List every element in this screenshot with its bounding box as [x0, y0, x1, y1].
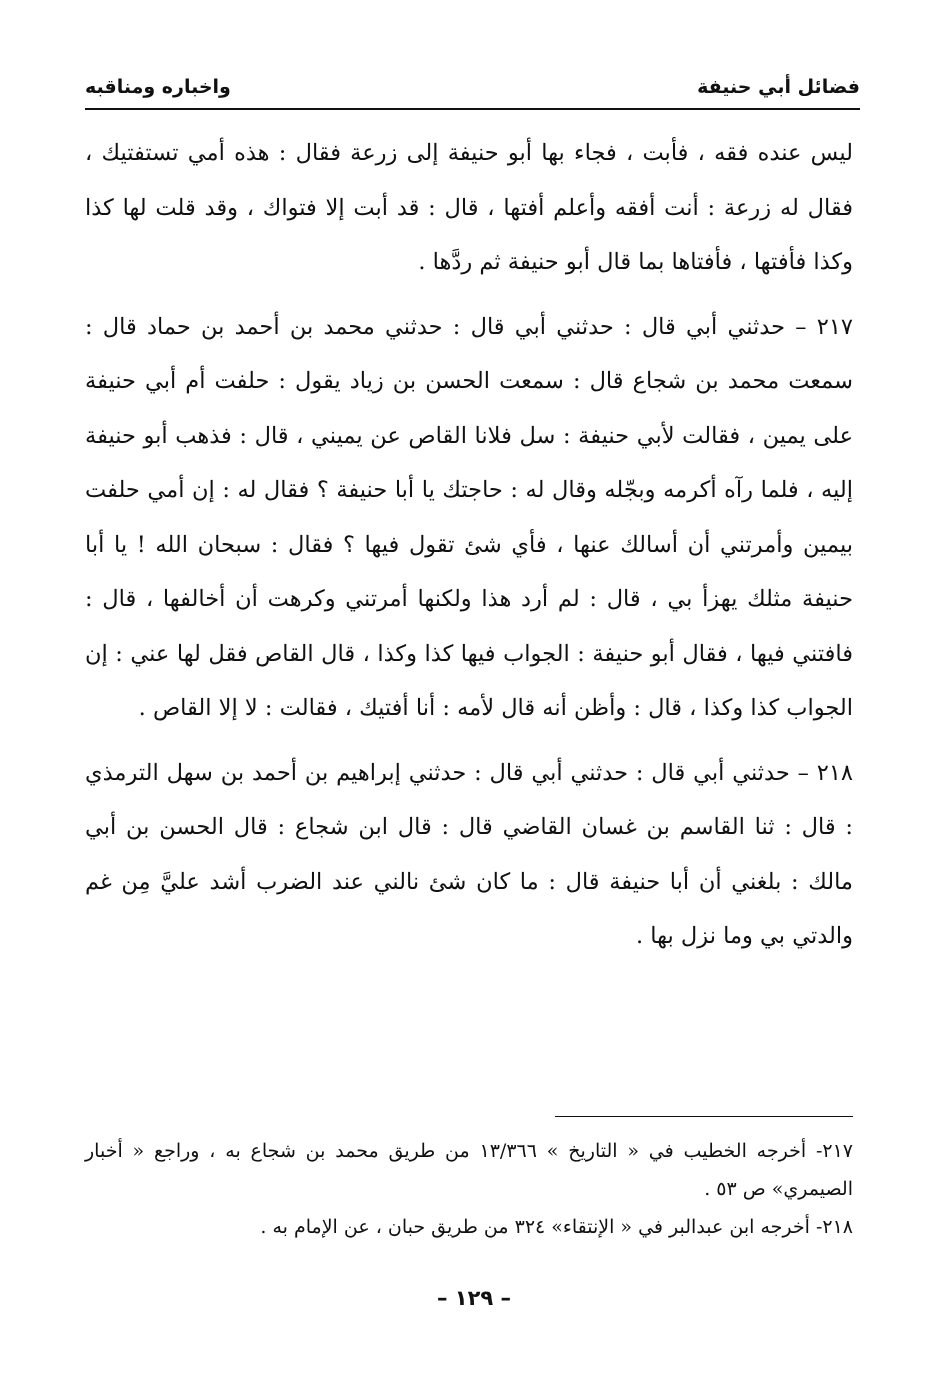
footnotes	[85, 1132, 853, 1246]
hadith-218	[85, 746, 853, 964]
header-rule	[85, 108, 860, 110]
paragraph-text: – حدثني أبي قال : حدثني أبي قال : حدثني إبراهيم بن أحمد بن سهل الترمذي : قال : ثنا القاسم بن غسان القاضي قال : قال ابن شجاع : قال الحسن بن أبي مالك : بلغني أن أبا حنيفة قال : ما كان شئ نالني عند الضرب أشد عليَّ مِن غم والدتي بي وما نزل بها .	[85, 759, 853, 949]
paragraph-text: ليس عنده فقه ، فأبت ، فجاء بها أبو حنيفة إلى زرعة فقال : هذه أمي تستفتيك ، فقال له زرعة : أنت أفقه وأعلم أفتها ، قال : قد أبت إلا فتواك ، وقد قلت لها كذا وكذا فأفتها ، فأفتاها بما قال أبو حنيفة ثم ردَّها .	[85, 140, 853, 275]
hadith-217	[85, 300, 853, 736]
paragraph-text: – حدثني أبي قال : حدثني أبي قال : حدثني محمد بن أحمد بن حماد قال : سمعت محمد بن شجاع قال : سمعت الحسن بن زياد يقول : حلفت أم أبي حنيفة على يمين ، فقالت لأبي حنيفة : سل فلانا القاص عن يميني ، قال : فذهب أبو حنيفة إليه ، فلما رآه أكرمه وبجّله وقال له : حاجتك يا أبا حنيفة ؟ فقال له : إن أمي حلفت بيمين وأمرتني أن أسالك عنها ، فأي شئ تقول فيها ؟ فقال : سبحان الله ! يا أبا حنيفة مثلك يهزأ بي ، قال : لم أرد هذا ولكنها أمرتني وكرهت أن أخالفها ، قال : فافتني فيها ، فقال أبو حنيفة : الجواب فيها كذا وكذا ، قال القاص فقل لها عني : إن الجواب كذا وكذا ، قال : وأظن أنه قال لأمه : أنا أفتيك ، فقالت : لا إلا القاص .	[85, 313, 853, 721]
footnote-217: ٢١٧- أخرجه الخطيب في « التاريخ » ١٣/٣٦٦ من طريق محمد بن شجاع به ، وراجع « أخبار الصيمري» ص ٥٣ .	[85, 1140, 853, 1200]
footnote-218: ٢١٨- أخرجه ابن عبدالبر في « الإنتقاء» ٣٢٤ من طريق حبان ، عن الإمام به .	[260, 1216, 853, 1238]
page-number: – ١٢٩ –	[436, 1286, 512, 1310]
section-title: واخباره ومناقبه	[85, 76, 231, 98]
footnote-rule	[555, 1116, 853, 1117]
main-text	[85, 126, 853, 964]
hadith-number: ٢١٨	[816, 759, 853, 786]
book-title: فضائل أبي حنيفة	[697, 76, 860, 98]
paragraph-continued	[85, 126, 853, 290]
running-header	[85, 72, 860, 102]
hadith-number: ٢١٧	[816, 313, 853, 340]
